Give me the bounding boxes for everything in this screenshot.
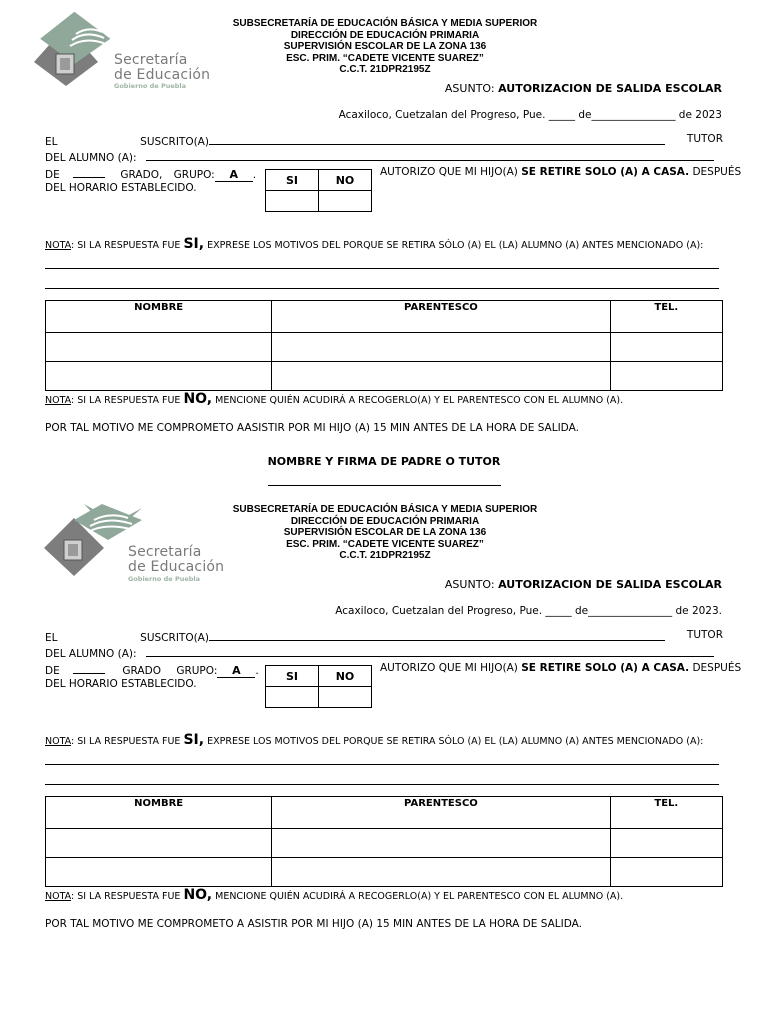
col-tel: TEL. xyxy=(610,301,722,333)
nota-si xyxy=(45,236,703,252)
pickup-person-table xyxy=(45,300,723,391)
grado-grupo-row: DE GRADO GRUPO: A . xyxy=(45,664,259,677)
nota-label: NOTA xyxy=(45,240,71,251)
nota-label: NOTA xyxy=(45,891,71,902)
autorizo-post: DESPUÉS xyxy=(689,166,742,178)
nota-si xyxy=(45,732,703,748)
de-label: DE xyxy=(45,169,60,181)
nota-no-big: NO, xyxy=(183,887,213,903)
nota-si-big: SI, xyxy=(183,236,205,252)
logo-line-1: Secretaría xyxy=(114,52,188,68)
motivos-line-2[interactable] xyxy=(45,288,719,289)
table-row xyxy=(46,829,723,858)
autorizo-pre: AUTORIZO QUE MI HIJO(A) xyxy=(380,662,522,674)
autorizo-text xyxy=(380,166,742,178)
suscrito-label: SUSCRITO(A) xyxy=(140,632,209,644)
autorizo-post: DESPUÉS xyxy=(689,662,742,674)
nota-no-post: MENCIONE QUIÉN ACUDIRÁ A RECOGERLO(A) Y EL PARENTESCO CON EL ALUMNO (A). xyxy=(212,395,624,406)
parentesco-cell[interactable] xyxy=(272,333,610,362)
no-header: NO xyxy=(319,170,372,191)
parentesco-cell[interactable] xyxy=(272,362,610,391)
pickup-person-table xyxy=(45,796,723,887)
autorizo-bold: SE RETIRE SOLO (A) A CASA. xyxy=(521,166,690,178)
si-header: SI xyxy=(266,666,319,687)
logo-line-3: Gobierno de Puebla xyxy=(128,575,201,583)
no-header: NO xyxy=(319,666,372,687)
alumno-label: DEL ALUMNO (A): xyxy=(45,648,137,660)
alumno-label: DEL ALUMNO (A): xyxy=(45,152,137,164)
asunto xyxy=(445,82,722,95)
nota-si-post: EXPRESE LOS MOTIVOS DEL PORQUE SE RETIRA SÓLO (A) EL (LA) ALUMNO (A) ANTES MENCIONADO (A): xyxy=(204,240,704,251)
col-tel: TEL. xyxy=(610,797,722,829)
col-nombre: NOMBRE xyxy=(46,797,272,829)
grupo-value: A xyxy=(229,168,238,181)
nota-no xyxy=(45,887,623,903)
horario-label: DEL HORARIO ESTABLECIDO. xyxy=(45,182,197,194)
document-header xyxy=(225,504,545,562)
grupo-field[interactable] xyxy=(217,666,255,678)
table-row xyxy=(46,362,723,391)
si-header: SI xyxy=(266,170,319,191)
logo-line-2: de Educación xyxy=(128,559,225,575)
header-line: SUPERVISIÓN ESCOLAR DE LA ZONA 136 xyxy=(283,41,487,52)
header-line: SUBSECRETARÍA DE EDUCACIÓN BÁSICA Y MEDIA SUPERIOR xyxy=(232,18,538,29)
nota-no-big: NO, xyxy=(183,391,213,407)
suscrito-field[interactable] xyxy=(209,133,665,145)
nota-si-pre: : SI LA RESPUESTA FUE xyxy=(70,240,184,251)
grado-label: GRADO xyxy=(122,665,161,677)
header-line: C.C.T. 21DPR2195Z xyxy=(339,64,431,75)
asunto xyxy=(445,578,722,591)
alumno-row xyxy=(45,645,723,660)
tutor-label: TUTOR xyxy=(686,133,723,145)
suscrito-row xyxy=(45,629,723,644)
parentesco-cell[interactable] xyxy=(272,829,610,858)
compromiso-text: POR TAL MOTIVO ME COMPROMETO A ASISTIR POR MI HIJO (A) 15 MIN ANTES DE LA HORA DE SALIDA. xyxy=(45,918,582,930)
header-line: ESC. PRIM. “CADETE VICENTE SUAREZ” xyxy=(286,538,484,550)
table-row xyxy=(46,333,723,362)
suscrito-row xyxy=(45,133,723,148)
logo-line-3: Gobierno de Puebla xyxy=(114,82,187,90)
secretaria-educacion-logo xyxy=(44,500,234,583)
alumno-row xyxy=(45,149,723,164)
asunto-value: AUTORIZACION DE SALIDA ESCOLAR xyxy=(498,578,722,591)
header-line: SUBSECRETARÍA DE EDUCACIÓN BÁSICA Y MEDIA SUPERIOR xyxy=(232,504,538,515)
grupo-value: A xyxy=(232,664,241,677)
alumno-field[interactable] xyxy=(146,149,714,161)
nota-si-post: EXPRESE LOS MOTIVOS DEL PORQUE SE RETIRA SÓLO (A) EL (LA) ALUMNO (A) ANTES MENCIONADO (A): xyxy=(204,736,704,747)
nota-si-pre: : SI LA RESPUESTA FUE xyxy=(70,736,184,747)
grupo-field[interactable] xyxy=(215,170,253,182)
header-line: C.C.T. 21DPR2195Z xyxy=(339,550,431,561)
header-line: DIRECCIÓN DE EDUCACIÓN PRIMARIA xyxy=(290,29,480,41)
parentesco-cell[interactable] xyxy=(272,858,610,887)
grado-grupo-row: DE GRADO, GRUPO: A . xyxy=(45,168,257,181)
header-line: ESC. PRIM. “CADETE VICENTE SUAREZ” xyxy=(286,52,484,64)
compromiso-text: POR TAL MOTIVO ME COMPROMETO AASISTIR POR MI HIJO (A) 15 MIN ANTES DE LA HORA DE SALIDA. xyxy=(45,422,579,434)
asunto-label: ASUNTO: xyxy=(444,82,499,95)
firma-line[interactable] xyxy=(268,485,501,486)
grado-field[interactable] xyxy=(73,662,105,674)
nota-si-big: SI, xyxy=(183,732,205,748)
nota-no xyxy=(45,391,623,407)
col-parentesco: PARENTESCO xyxy=(272,797,610,829)
logo-line-2: de Educación xyxy=(114,67,211,83)
el-label: EL xyxy=(45,632,58,644)
place-date-line[interactable]: Acaxiloco, Cuetzalan del Progreso, Pue. _____ de________________ de 2023 xyxy=(338,109,722,121)
nota-no-pre: : SI LA RESPUESTA FUE xyxy=(70,891,184,902)
grupo-label: GRUPO: xyxy=(176,665,218,677)
nombre-cell[interactable] xyxy=(46,362,272,391)
el-label: EL xyxy=(45,136,58,148)
col-parentesco: PARENTESCO xyxy=(272,301,610,333)
tel-cell[interactable] xyxy=(610,858,722,887)
nota-label: NOTA xyxy=(45,736,71,747)
nombre-cell[interactable] xyxy=(46,858,272,887)
firma-label: NOMBRE Y FIRMA DE PADRE O TUTOR xyxy=(267,455,501,468)
autorizo-pre: AUTORIZO QUE MI HIJO(A) xyxy=(380,166,522,178)
nombre-cell[interactable] xyxy=(46,333,272,362)
suscrito-field[interactable] xyxy=(209,629,665,641)
nota-label: NOTA xyxy=(45,395,71,406)
table-row xyxy=(46,858,723,887)
header-line: SUPERVISIÓN ESCOLAR DE LA ZONA 136 xyxy=(283,527,487,538)
alumno-field[interactable] xyxy=(146,645,714,657)
nota-no-post: MENCIONE QUIÉN ACUDIRÁ A RECOGERLO(A) Y EL PARENTESCO CON EL ALUMNO (A). xyxy=(212,891,624,902)
logo-emblem-icon xyxy=(30,10,114,86)
grado-field[interactable] xyxy=(73,166,105,178)
motivos-line-1[interactable] xyxy=(45,268,719,269)
tutor-label: TUTOR xyxy=(686,629,723,641)
autorizo-text xyxy=(380,662,742,674)
suscrito-label: SUSCRITO(A) xyxy=(140,136,209,148)
tel-cell[interactable] xyxy=(610,333,722,362)
document-header xyxy=(225,18,545,76)
tel-cell[interactable] xyxy=(610,362,722,391)
motivos-line-2[interactable] xyxy=(45,784,719,785)
horario-label: DEL HORARIO ESTABLECIDO. xyxy=(45,678,197,690)
header-line: DIRECCIÓN DE EDUCACIÓN PRIMARIA xyxy=(290,515,480,527)
grado-label: GRADO, xyxy=(120,169,163,181)
nota-no-pre: : SI LA RESPUESTA FUE xyxy=(70,395,184,406)
autorizo-bold: SE RETIRE SOLO (A) A CASA. xyxy=(521,662,690,674)
motivos-line-1[interactable] xyxy=(45,764,719,765)
grupo-label: GRUPO: xyxy=(173,169,215,181)
secretaria-educacion-logo xyxy=(30,10,220,90)
place-date-line[interactable]: Acaxiloco, Cuetzalan del Progreso, Pue. _____ de________________ de 2023. xyxy=(335,605,722,617)
col-nombre: NOMBRE xyxy=(46,301,272,333)
nombre-cell[interactable] xyxy=(46,829,272,858)
logo-line-1: Secretaría xyxy=(128,544,202,560)
asunto-value: AUTORIZACION DE SALIDA ESCOLAR xyxy=(498,82,722,95)
tel-cell[interactable] xyxy=(610,829,722,858)
de-label: DE xyxy=(45,665,60,677)
asunto-label: ASUNTO: xyxy=(444,578,499,591)
